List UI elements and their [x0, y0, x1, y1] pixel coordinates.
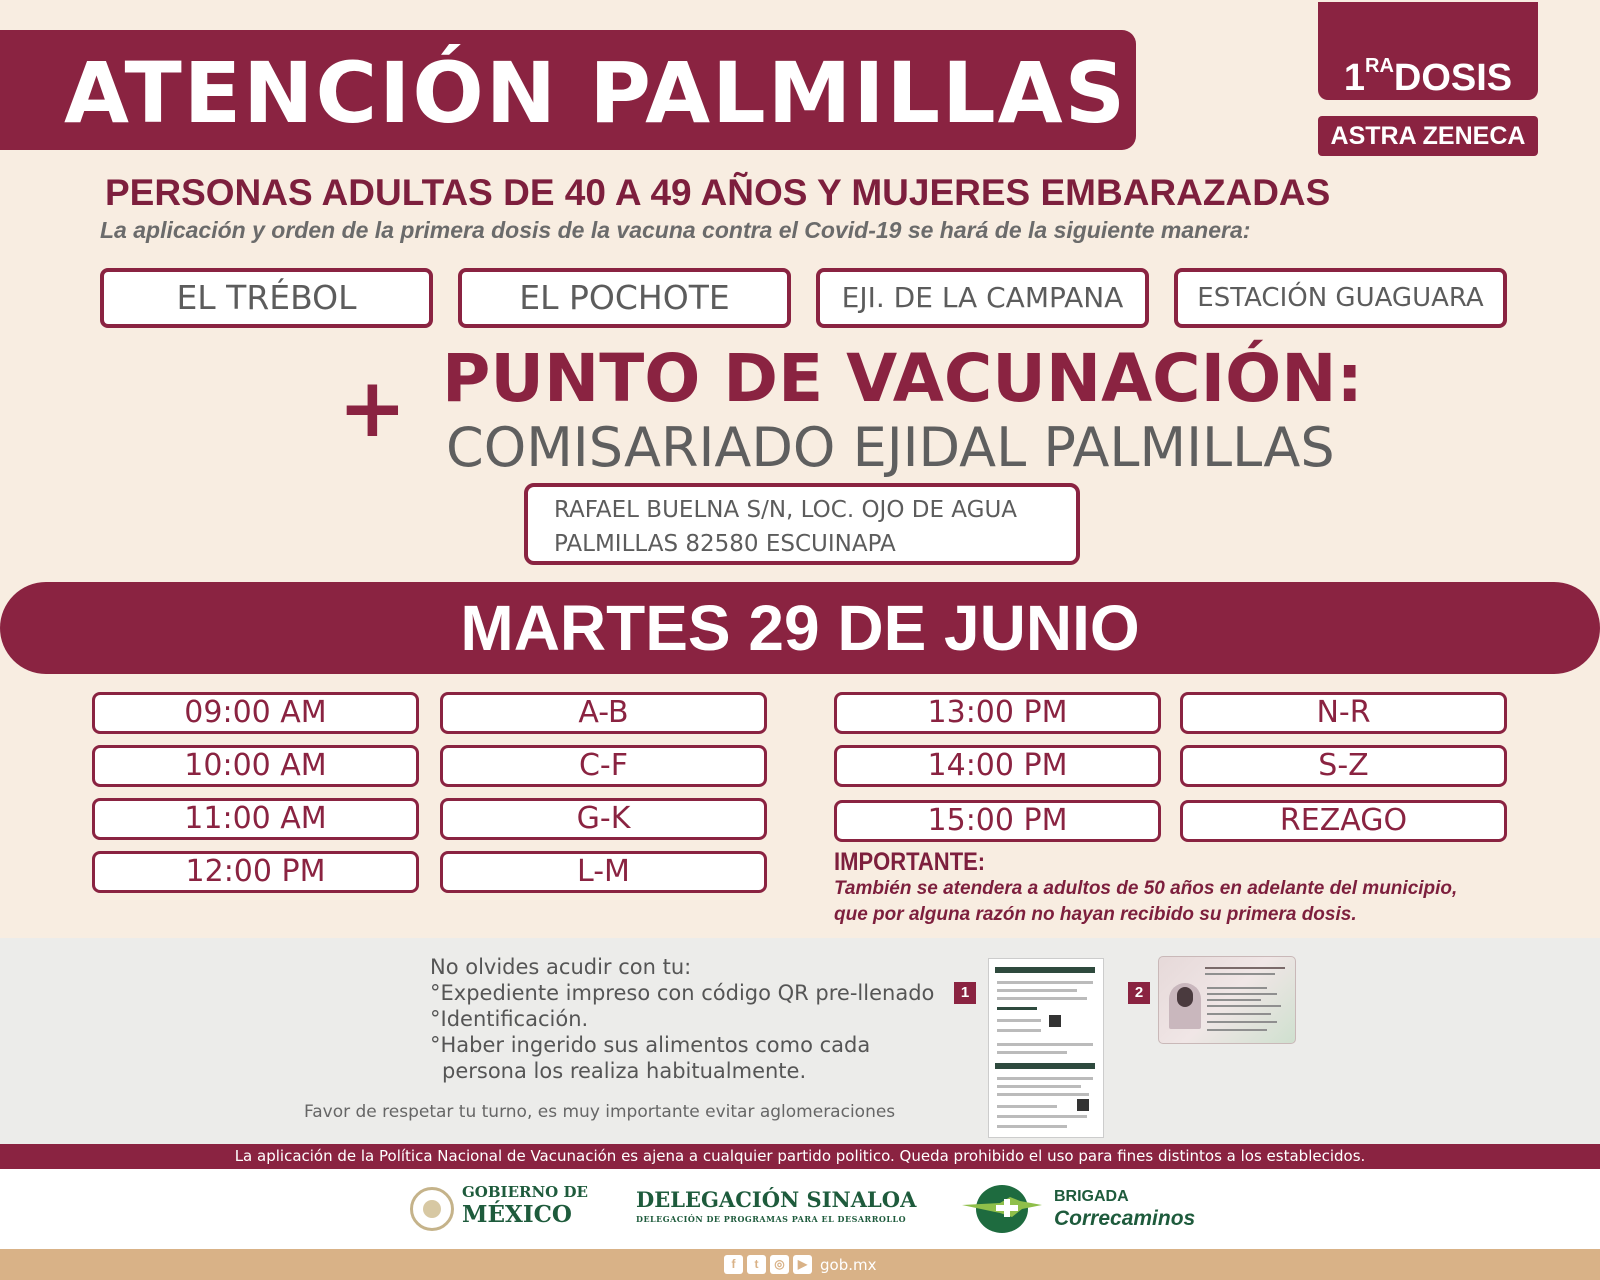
requirement-item-continued: persona los realiza habitualmente.	[442, 1059, 807, 1083]
requirements-section	[0, 938, 1600, 1144]
dose-suffix: RA	[1365, 55, 1394, 77]
twitter-icon[interactable]: t	[747, 1255, 766, 1274]
locality-estacion-guaguara: ESTACIÓN GUAGUARA	[1174, 268, 1507, 328]
schedule-letters: REZAGO	[1180, 800, 1507, 842]
audience-intro: La aplicación y orden de la primera dosis de la vacuna contra el Covid-19 se hará de la siguiente manera:	[100, 217, 1251, 243]
roadrunner-icon	[960, 1183, 1044, 1235]
brig-logo-line-1: BRIGADA	[1054, 1188, 1129, 1205]
requirements-intro: No olvides acudir con tu:	[430, 955, 692, 979]
schedule-time: 15:00 PM	[834, 800, 1161, 842]
footer	[0, 1249, 1600, 1280]
title-banner	[0, 30, 1136, 150]
mexico-seal-icon	[410, 1187, 454, 1231]
gob-logo-line-2: MÉXICO	[462, 1201, 572, 1228]
vaccine-badge: ASTRA ZENECA	[1318, 116, 1538, 156]
page-title: ATENCIÓN PALMILLAS	[64, 44, 1128, 142]
plus-icon: +	[338, 361, 407, 456]
respect-turn-note: Favor de respetar tu turno, es muy importante evitar aglomeraciones	[304, 1102, 896, 1122]
step-number-2: 2	[1128, 982, 1150, 1004]
schedule-time: 14:00 PM	[834, 745, 1161, 787]
schedule-letters: N-R	[1180, 692, 1507, 734]
delegacion-sinaloa-logo	[636, 1189, 916, 1223]
vaccination-point-title: PUNTO DE VACUNACIÓN:	[442, 340, 1363, 417]
important-line-2: que por alguna razón no hayan recibido su primera dosis.	[834, 904, 1357, 925]
locality-el-trebol: EL TRÉBOL	[100, 268, 433, 328]
social-links	[724, 1255, 876, 1274]
address-line-2: PALMILLAS 82580 ESCUINAPA	[554, 531, 896, 557]
schedule-letters: A-B	[440, 692, 767, 734]
schedule-letters: L-M	[440, 851, 767, 893]
gobierno-de-mexico-logo	[462, 1185, 588, 1226]
locality-eji-de-la-campana: EJI. DE LA CAMPANA	[816, 268, 1149, 328]
gob-logo-line-1: GOBIERNO DE	[462, 1183, 588, 1201]
schedule-time: 11:00 AM	[92, 798, 419, 840]
schedule-time: 10:00 AM	[92, 745, 419, 787]
schedule-letters: S-Z	[1180, 745, 1507, 787]
gob-mx-link[interactable]: gob.mx	[820, 1255, 877, 1274]
audience-title: PERSONAS ADULTAS DE 40 A 49 AÑOS Y MUJERES EMBARAZADAS	[105, 172, 1331, 213]
instagram-icon[interactable]: ◎	[770, 1255, 789, 1274]
important-text	[834, 876, 1457, 928]
youtube-icon[interactable]: ▶	[793, 1255, 812, 1274]
requirement-item: °Haber ingerido sus alimentos como cada	[430, 1033, 871, 1057]
vaccination-point-name: COMISARIADO EJIDAL PALMILLAS	[446, 416, 1335, 479]
schedule-time: 12:00 PM	[92, 851, 419, 893]
deleg-logo-line-1: DELEGACIÓN SINALOA	[636, 1187, 917, 1212]
dose-number: 1	[1343, 57, 1365, 99]
id-card-image	[1158, 956, 1296, 1044]
requirement-item: °Identificación.	[430, 1007, 589, 1031]
logos-strip	[0, 1169, 1600, 1249]
facebook-icon[interactable]: f	[724, 1255, 743, 1274]
step-number-1: 1	[954, 982, 976, 1004]
brigada-correcaminos-logo	[1054, 1189, 1195, 1229]
dose-badge	[1318, 2, 1538, 100]
deleg-logo-line-2: DELEGACIÓN DE PROGRAMAS PARA EL DESARROLLO	[636, 1214, 907, 1224]
brig-logo-line-2: Correcaminos	[1054, 1207, 1196, 1230]
requirement-item: °Expediente impreso con código QR pre-llenado	[430, 981, 935, 1005]
important-title: IMPORTANTE:	[834, 848, 986, 876]
political-disclaimer: La aplicación de la Política Nacional de Vacunación es ajena a cualquier partido politico. Queda prohibido el uso para fines distintos a los establecidos.	[0, 1144, 1600, 1169]
address-line-1: RAFAEL BUELNA S/N, LOC. OJO DE AGUA	[554, 497, 1018, 523]
schedule-time: 13:00 PM	[834, 692, 1161, 734]
dose-label: DOSIS	[1393, 57, 1513, 99]
important-line-1: También se atendera a adultos de 50 años en adelante del municipio,	[834, 878, 1458, 899]
qr-form-document-image	[988, 958, 1104, 1138]
schedule-letters: G-K	[440, 798, 767, 840]
date-bar	[0, 582, 1600, 674]
schedule-letters: C-F	[440, 745, 767, 787]
vaccination-date: MARTES 29 DE JUNIO	[460, 592, 1140, 664]
vaccination-point-address	[524, 483, 1080, 565]
requirements-list	[430, 954, 934, 1084]
locality-el-pochote: EL POCHOTE	[458, 268, 791, 328]
schedule-time: 09:00 AM	[92, 692, 419, 734]
